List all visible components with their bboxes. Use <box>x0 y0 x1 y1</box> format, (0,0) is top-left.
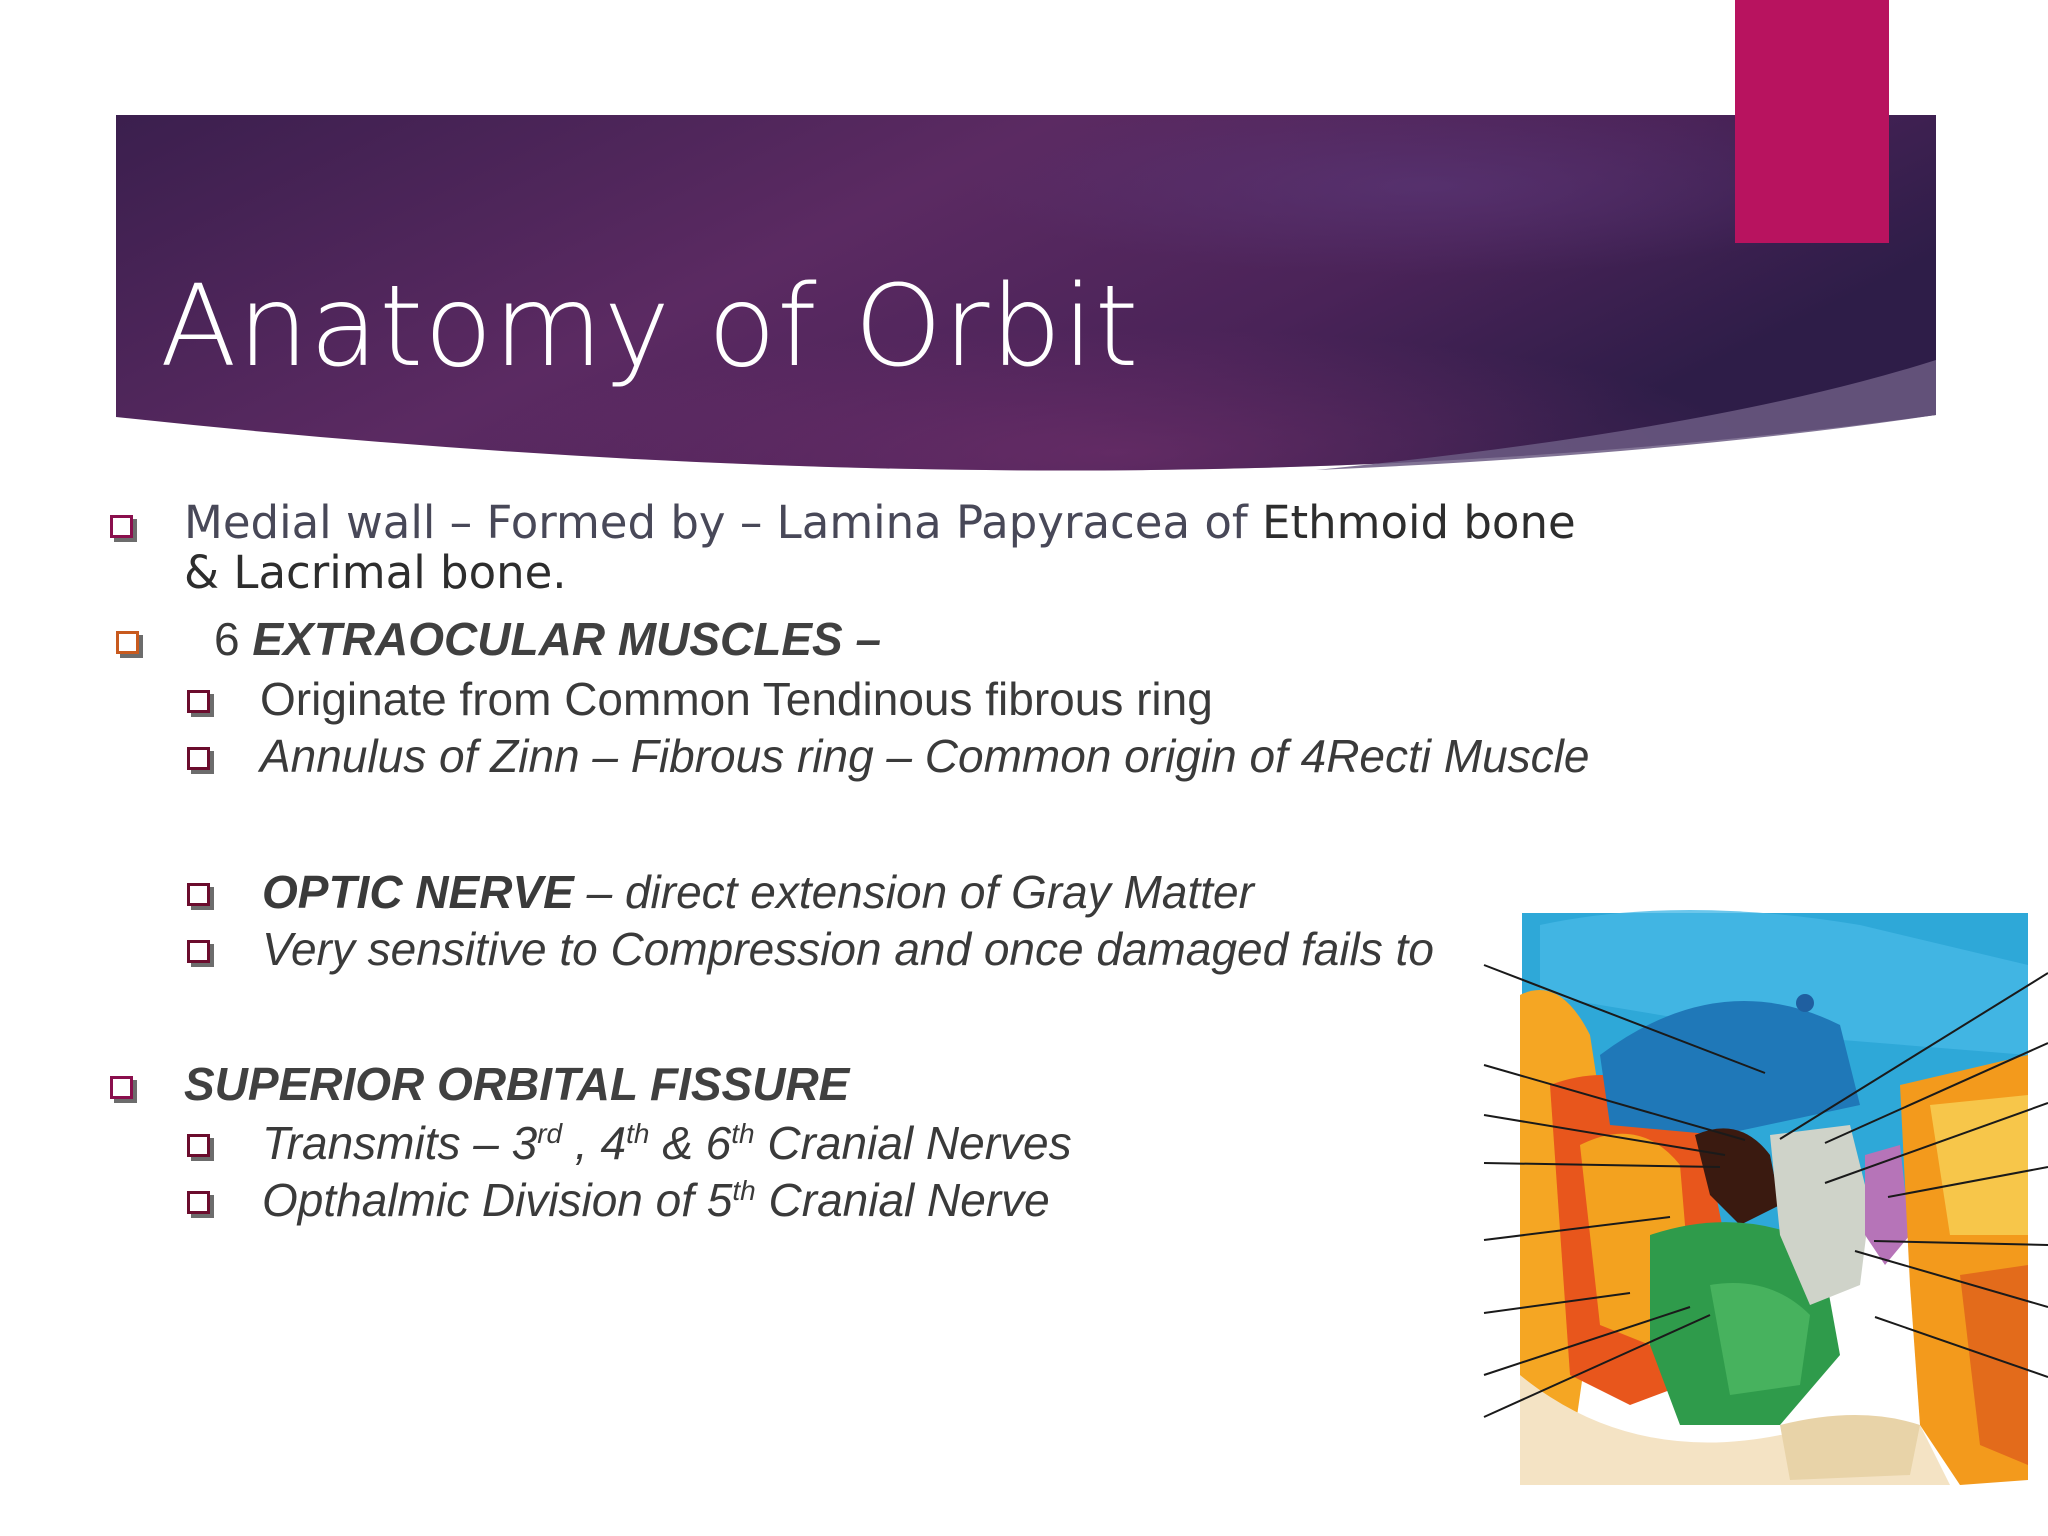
transmits-text: , 4 <box>562 1117 627 1169</box>
square-bullet-icon <box>187 883 210 906</box>
square-bullet-icon <box>187 1191 210 1214</box>
medial-wall-line1 <box>184 496 1576 549</box>
superscript: rd <box>537 1118 563 1149</box>
superscript: th <box>626 1118 650 1149</box>
square-bullet-icon <box>187 747 210 770</box>
square-bullet-icon <box>116 631 139 654</box>
optic-nerve-text: – direct extension of Gray Matter <box>573 866 1254 918</box>
extraocular-title: EXTRAOCULAR MUSCLES – <box>252 613 882 665</box>
square-bullet-icon <box>110 515 133 538</box>
ophthalmic-text: Opthalmic Division of 5 <box>262 1174 733 1226</box>
extraocular-number: 6 <box>214 613 253 665</box>
extraocular-item-2: Annulus of Zinn – Fibrous ring – Common origin of 4Recti Muscle <box>260 730 1590 782</box>
superscript: th <box>732 1175 756 1206</box>
superscript: th <box>731 1118 755 1149</box>
transmits-text: Transmits – 3 <box>262 1117 538 1169</box>
medial-wall-text: Medial wall – Formed by – Lamina Papyracea of <box>184 496 1263 549</box>
optic-nerve-heading: OPTIC NERVE <box>262 866 574 918</box>
transmits-text: & 6 <box>649 1117 732 1169</box>
ophthalmic-text: Cranial Nerve <box>755 1174 1050 1226</box>
fissure-transmits <box>262 1116 1072 1170</box>
ethmoid-bone-text: Ethmoid bone <box>1262 496 1576 549</box>
slide-title: Anatomy of Orbit <box>160 262 1140 392</box>
extraocular-item-1: Originate from Common Tendinous fibrous ring <box>260 673 1213 725</box>
medial-wall-line2: & Lacrimal bone. <box>184 546 567 599</box>
accent-tab <box>1735 0 1889 243</box>
square-bullet-icon <box>187 1134 210 1157</box>
orbit-anatomy-image <box>1480 905 2048 1485</box>
optic-nerve-item-2: Very sensitive to Compression and once damaged fails to <box>262 923 1434 975</box>
fissure-ophthalmic <box>262 1173 1050 1227</box>
square-bullet-icon <box>187 940 210 963</box>
optic-nerve-line <box>262 865 1254 919</box>
fissure-heading: SUPERIOR ORBITAL FISSURE <box>184 1058 850 1110</box>
square-bullet-icon <box>187 690 210 713</box>
extraocular-heading <box>214 612 881 666</box>
square-bullet-icon <box>110 1076 133 1099</box>
transmits-text: Cranial Nerves <box>754 1117 1072 1169</box>
